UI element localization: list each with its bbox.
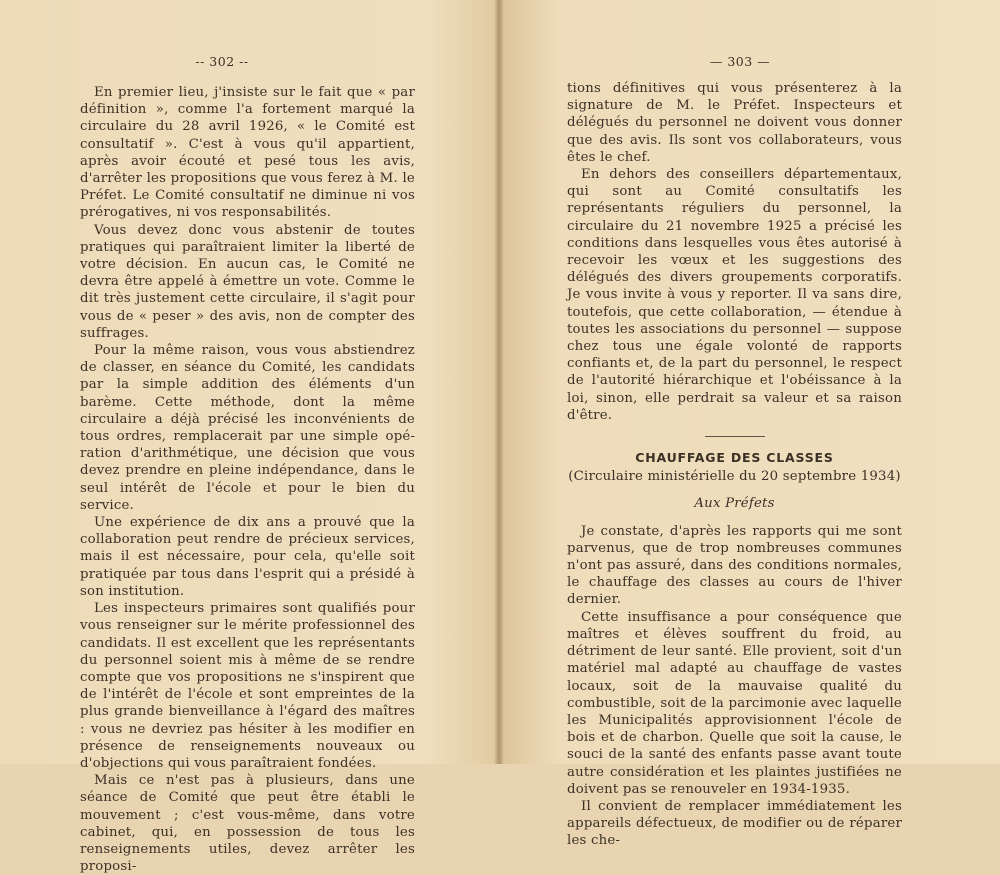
addressee: Aux Préfets [694, 496, 775, 512]
paragraph: Pour la même raison, vous vous abstiendrez de classer, en séance du Comité, les candidats par la simple addition des éléments d'un barème. Cette méthode, dont la même circulaire a déjà précisé les inconvénients de tous ordres, remplacerait par une simple opération d'arithmétique, une décision que vous devez prendre en pleine indépendance, dans le seul intérêt de l'école et pour le bien du service. [80, 343, 415, 513]
book-gutter [494, 0, 504, 764]
section-divider [705, 436, 765, 437]
paragraph: Les inspecteurs primaires sont qualifiés pour vous renseigner sur le mérite professionnel des candidats. Il est excellent que les représentants du personnel soient mis à même de se rendre compte que vos propositions ne s'inspirent que de l'intérêt de l'école et sont empreintes de la plus grande bienveillance à l'égard des maîtres : vous ne devriez pas hésiter à les modifier en présence de renseignements nouveaux ou d'objections qui vous paraîtraient fondées. [80, 601, 415, 771]
left-page-body [80, 84, 415, 875]
section-title: CHAUFFAGE DES CLASSES [635, 450, 834, 466]
right-page [500, 0, 1000, 849]
paragraph: En dehors des conseillers départementaux, qui sont au Comité consultatifs les représentants réguliers du personnel, la circulaire du 21 novembre 1925 a précisé les conditions dans lesquelles vous êtes autorisé à recevoir les vœux et les suggestions des délégués des divers groupements corporatifs. Je vous invite à vous y reporter. Il va sans dire, toutefois, que cette collaboration, — étendue à toutes les associations du personnel — suppose chez tous une égale volonté de rapports confiants et, de la part du personnel, le respect de l'autorité hiérarchique et l'obéissance à la loi, sinon, elle perdrait sa valeur et sa raison d'être. [567, 167, 902, 423]
paragraph: Mais ce n'est pas à plusieurs, dans une séance de Comité que peut être établi le mouvement ; c'est vous-même, dans votre cabinet, qui, en possession de tous les renseignements utiles, devez arrêter les proposi- [80, 773, 415, 875]
page-number-right: — 303 — [709, 54, 771, 69]
section-subtitle: (Circulaire ministérielle du 20 septembre 1934) [568, 469, 901, 485]
paragraph: Vous devez donc vous abstenir de toutes pratiques qui paraîtraient limiter la liberté de votre décision. En aucun cas, le Comité ne devra être appelé à émettre un vote. Comme le dit très justement cette circulaire, il s'agit pour vous de « peser » des avis, non de compter des suffrages. [80, 222, 415, 341]
paragraph: En premier lieu, j'insiste sur le fait que « par définition », comme l'a fortement marqué la circulaire du 28 avril 1926, « le Comité est consultatif ». C'est à vous qu'il appartient, après avoir écouté et pesé tous les avis, d'arrêter les propositions que vous ferez à M. le Préfet. Le Comité consultatif ne diminue ni vos prérogatives, ni vos responsabilités. [80, 85, 415, 221]
paragraph: Cette insuffisance a pour conséquence que maîtres et élèves souffrent du froid, au détriment de leur santé. Elle provient, soit d'un matériel mal adapté au chauffage de vastes locaux, soit de la mauvaise qualité du combustible, soit de la parcimonie avec laquelle les Municipalités approvisionnent l'école de bois et de charbon. Quelle que soit la cause, le souci de la santé des enfants passe avant toute autre considération et les plaintes justifiées ne doivent pas se renouveler en 1934-1935. [567, 609, 902, 797]
paragraph: Une expérience de dix ans a prouvé que la collaboration peut rendre de précieux services, mais il est nécessaire, pour cela, qu'elle soit pratiquée par tous dans l'esprit qui a présidé à son institution. [80, 515, 415, 599]
paragraph: Il convient de remplacer immédiatement les appareils défectueux, de modifier ou de réparer les che- [567, 798, 902, 849]
paragraph: Je constate, d'après les rapports qui me sont parvenus, que de trop nombreuses communes n'ont pas assuré, dans des conditions normales, le chauffage des classes au cours de l'hiver dernier. [567, 523, 902, 608]
page-number-left: -- 302 -- [195, 54, 249, 69]
paragraph: tions définitives qui vous présenterez à la signature de M. le Préfet. Inspecteurs et délégués du personnel ne doivent vous donner que des avis. Ils sont vos collaborateurs, vous êtes le chef. [567, 81, 902, 165]
right-page-body [567, 80, 902, 850]
